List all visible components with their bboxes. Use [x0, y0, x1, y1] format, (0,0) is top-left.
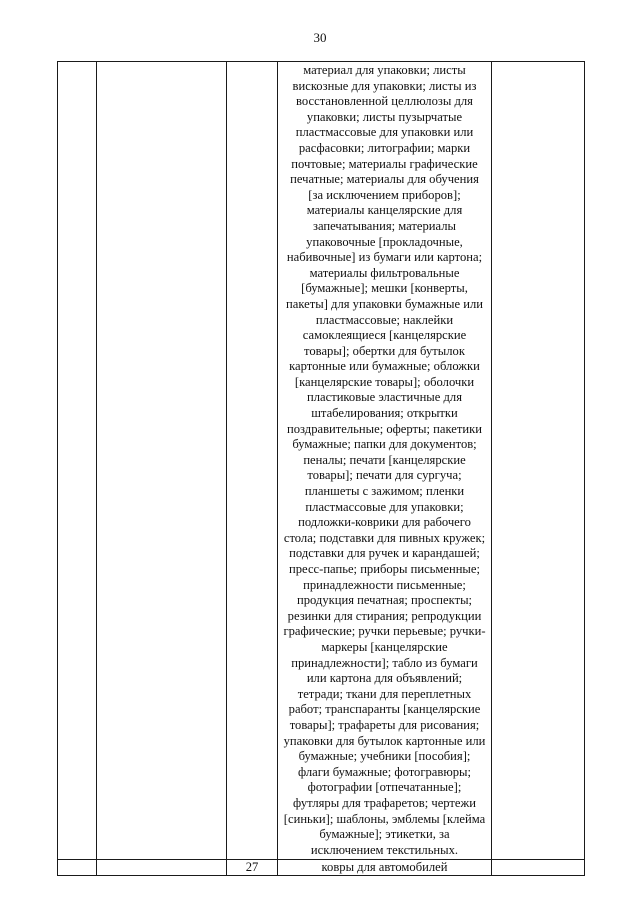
description-line: материалы фильтровальные — [309, 265, 460, 280]
classification-table — [57, 61, 585, 876]
description-line: стола; подставки для пивных кружек; — [283, 530, 486, 545]
table-cell-number — [227, 62, 278, 860]
description-line: товары]; обертки для бутылок — [304, 343, 465, 358]
description-line: или картона для объявлений; — [306, 671, 463, 686]
description-line: работ; транспаранты [канцелярские — [288, 702, 481, 717]
description-line: графические; ручки перьевые; ручки- — [283, 624, 486, 639]
description-line: пеналы; печати [канцелярские — [303, 452, 466, 467]
table-cell-description: ковры для автомобилей — [278, 860, 492, 876]
table-row — [58, 860, 585, 876]
description-line: упаковки; листы пузырчатые — [306, 109, 463, 124]
table-cell-empty — [58, 860, 97, 876]
description-line: пластиковые эластичные для — [306, 390, 462, 405]
description-line: печатные; материалы для обучения — [290, 172, 479, 187]
description-line: упаковки для бутылок картонные или — [283, 733, 486, 748]
description-line: пакеты] для упаковки бумажные или — [286, 296, 483, 311]
description-line: запечатывания; материалы — [313, 218, 456, 233]
description-line: подставки для ручек и карандашей; — [289, 546, 480, 561]
description-line: продукция печатная; проспекты; — [296, 593, 473, 608]
description-line: почтовые; материалы графические — [291, 156, 478, 171]
description-line: товары]; трафареты для рисования; — [289, 717, 480, 732]
description-line: тетради; ткани для переплетных — [297, 686, 472, 701]
description-line: пластмассовые; наклейки — [315, 312, 454, 327]
description-line: пластмассовые для упаковки; — [305, 499, 464, 514]
description-line: материал для упаковки; листы — [303, 63, 466, 77]
description-line: упаковочные [прокладочные, — [306, 234, 463, 249]
description-line: бумажные; папки для документов; — [292, 437, 477, 452]
description-line: штабелирования; открытки — [311, 406, 458, 421]
description-line: вискозные для упаковки; листы из — [292, 78, 477, 93]
description-line: принадлежности]; табло из бумаги — [291, 655, 478, 670]
description-line: пресс-папье; приборы письменные; — [289, 562, 480, 576]
description-line: товары]; печати для сургуча; — [307, 468, 462, 483]
description-line: расфасовки; литографии; марки — [298, 140, 471, 155]
description-line: маркеры [канцелярские — [321, 639, 448, 654]
description-line: восстановленной целлюлозы для — [296, 94, 473, 109]
description-line: планшеты с зажимом; пленки — [304, 484, 465, 499]
description-line: флаги бумажные; фотогравюры; — [297, 764, 472, 779]
table-cell-empty — [58, 62, 97, 860]
description-line: [за исключением приборов]; — [308, 187, 461, 202]
page-number: 30 — [313, 30, 327, 45]
table-cell-empty — [97, 62, 227, 860]
description-line: [канцелярские товары]; оболочки — [294, 374, 475, 389]
description-line: фотографии [отпечатанные]; — [307, 780, 462, 795]
description-line: набивочные] из бумаги или картона; — [286, 250, 483, 265]
description-line: подложки-коврики для рабочего — [298, 515, 471, 530]
description-line: материалы канцелярские для — [306, 203, 463, 218]
table-cell-empty — [492, 62, 585, 860]
description-text — [278, 62, 491, 859]
description-line: картонные или бумажные; обложки — [289, 359, 480, 374]
table-cell-empty — [492, 860, 585, 876]
description-line: [синьки]; шаблоны, эмблемы [клейма — [283, 811, 486, 826]
description-line: резинки для стирания; репродукции — [287, 608, 482, 623]
table-cell-empty — [97, 860, 227, 876]
description-line: самоклеящиеся [канцелярские — [302, 328, 467, 343]
description-line: футляры для трафаретов; чертежи — [293, 795, 476, 810]
description-line: [бумажные]; мешки [конверты, — [301, 281, 468, 296]
description-line: исключением текстильных. — [310, 842, 459, 857]
description-line: принадлежности письменные; — [303, 577, 466, 592]
description-line: бумажные]; этикетки, за — [319, 827, 450, 842]
description-line: бумажные; учебники [пособия]; — [298, 749, 471, 764]
table-cell-number: 27 — [227, 860, 278, 876]
description-line: пластмассовые для упаковки или — [295, 125, 474, 140]
table-row — [58, 62, 585, 860]
description-line: поздравительные; оферты; пакетики — [287, 421, 482, 436]
table-cell-description — [278, 62, 492, 860]
